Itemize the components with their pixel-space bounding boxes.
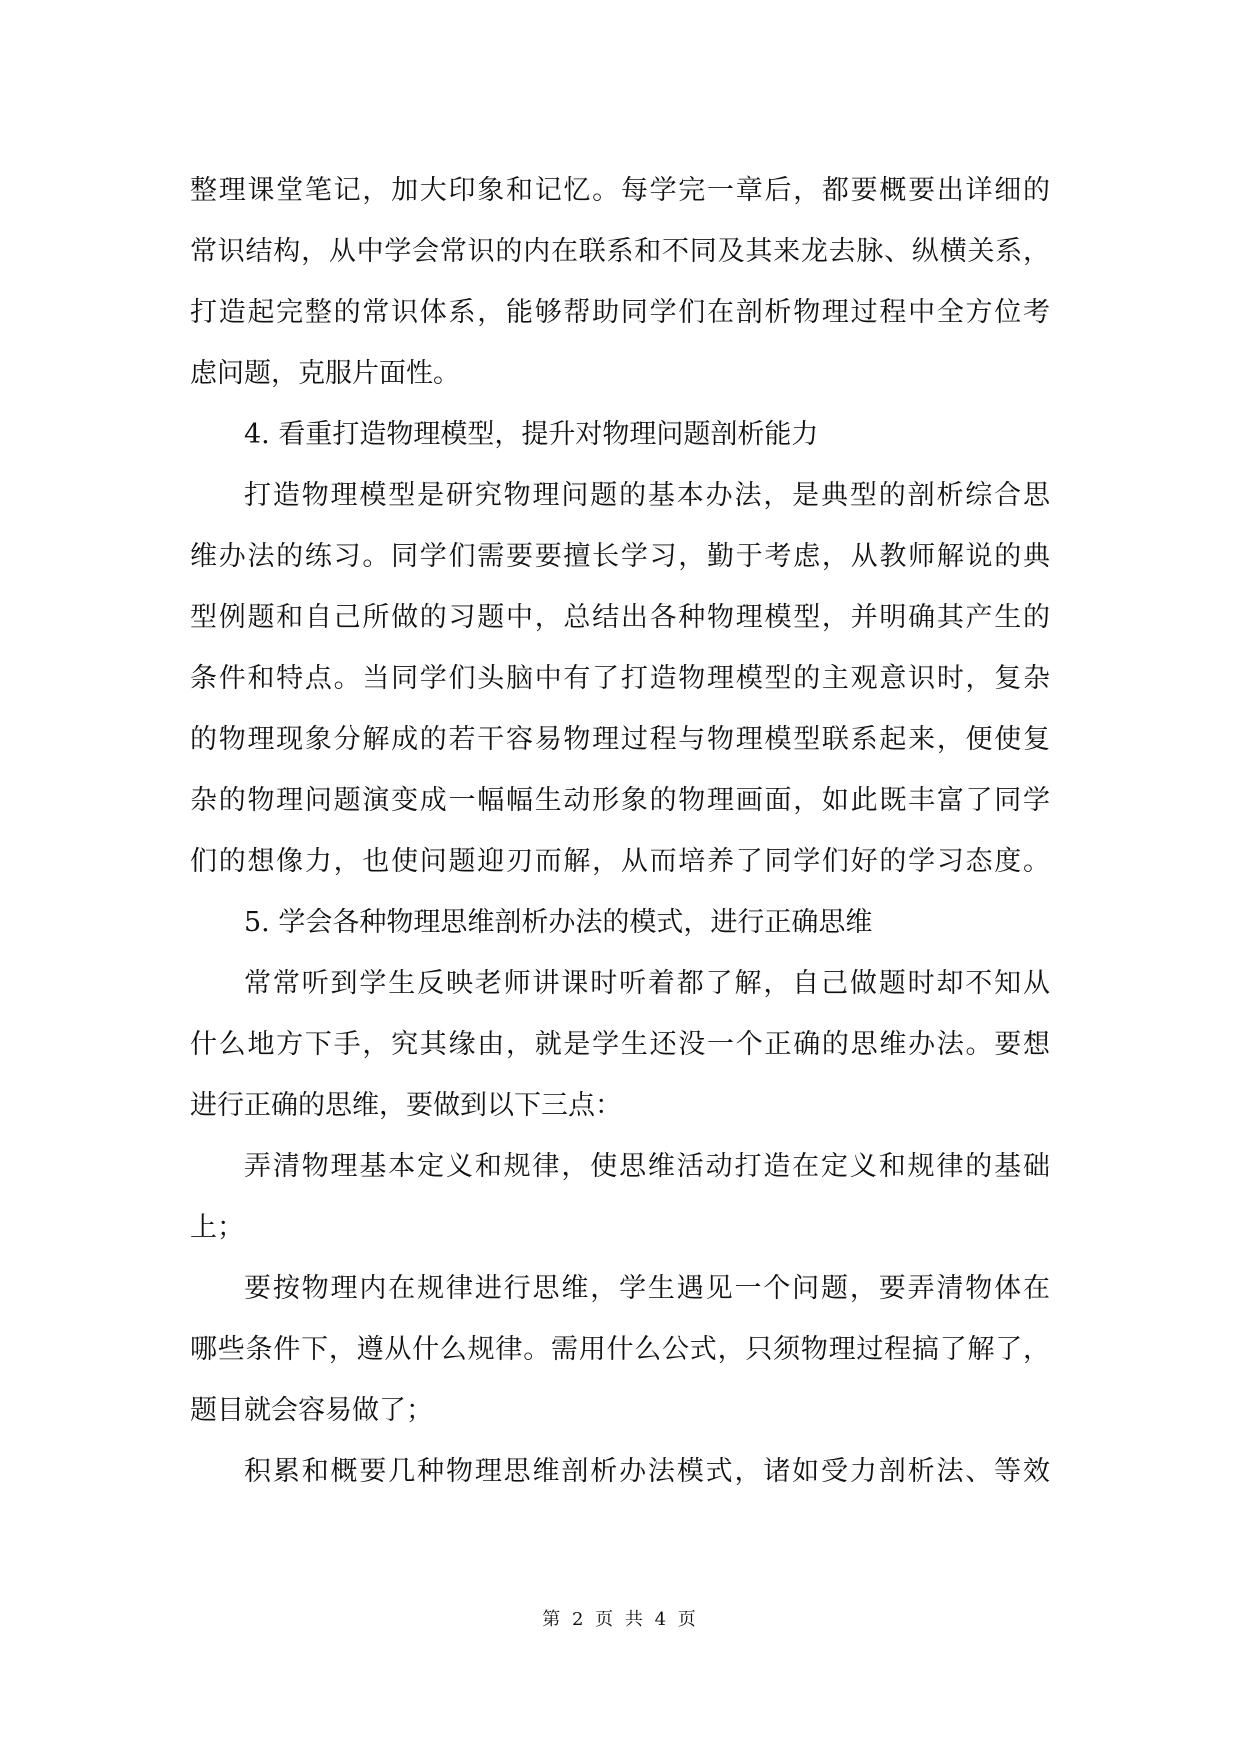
text-line: 要按物理内在规律进行思维，学生遇见一个问题，要弄清物体在 bbox=[244, 1273, 1050, 1304]
text-line: 杂的物理问题演变成一幅幅生动形象的物理画面，如此既丰富了同学 bbox=[190, 785, 1050, 816]
text-line: 常识结构，从中学会常识的内在联系和不同及其来龙去脉、纵横关系， bbox=[190, 236, 1050, 267]
text-line: 4. 看重打造物理模型，提升对物理问题剖析能力 bbox=[244, 419, 819, 450]
text-line: 维办法的练习。同学们需要要擅长学习，勤于考虑，从教师解说的典 bbox=[190, 541, 1050, 572]
text-line: 5. 学会各种物理思维剖析办法的模式，进行正确思维 bbox=[244, 907, 873, 938]
text-line: 整理课堂笔记，加大印象和记忆。每学完一章后，都要概要出详细的 bbox=[190, 175, 1050, 206]
text-line: 上； bbox=[190, 1212, 244, 1243]
text-line: 积累和概要几种物理思维剖析办法模式，诸如受力剖析法、等效 bbox=[244, 1456, 1050, 1487]
text-line: 们的想像力，也使问题迎刃而解，从而培养了同学们好的学习态度。 bbox=[190, 846, 1050, 877]
text-line: 弄清物理基本定义和规律，使思维活动打造在定义和规律的基础 bbox=[244, 1151, 1050, 1182]
text-line: 打造起完整的常识体系，能够帮助同学们在剖析物理过程中全方位考 bbox=[190, 297, 1050, 328]
text-line: 题目就会容易做了； bbox=[190, 1395, 433, 1426]
text-line: 进行正确的思维，要做到以下三点： bbox=[190, 1090, 622, 1121]
text-line: 打造物理模型是研究物理问题的基本办法，是典型的剖析综合思 bbox=[244, 480, 1050, 511]
text-line: 什么地方下手，究其缘由，就是学生还没一个正确的思维办法。要想 bbox=[190, 1029, 1050, 1060]
text-line: 虑问题，克服片面性。 bbox=[190, 358, 460, 389]
document-body bbox=[190, 160, 1050, 1502]
text-line: 的物理现象分解成的若干容易物理过程与物理模型联系起来，便使复 bbox=[190, 724, 1050, 755]
text-line: 常常听到学生反映老师讲课时听着都了解，自己做题时却不知从 bbox=[244, 968, 1050, 999]
page-number-footer: 第 2 页 共 4 页 bbox=[542, 1609, 699, 1630]
text-line: 哪些条件下，遵从什么规律。需用什么公式，只须物理过程搞了解了， bbox=[190, 1334, 1050, 1365]
text-line: 型例题和自己所做的习题中，总结出各种物理模型，并明确其产生的 bbox=[190, 602, 1050, 633]
text-line: 条件和特点。当同学们头脑中有了打造物理模型的主观意识时，复杂 bbox=[190, 663, 1050, 694]
